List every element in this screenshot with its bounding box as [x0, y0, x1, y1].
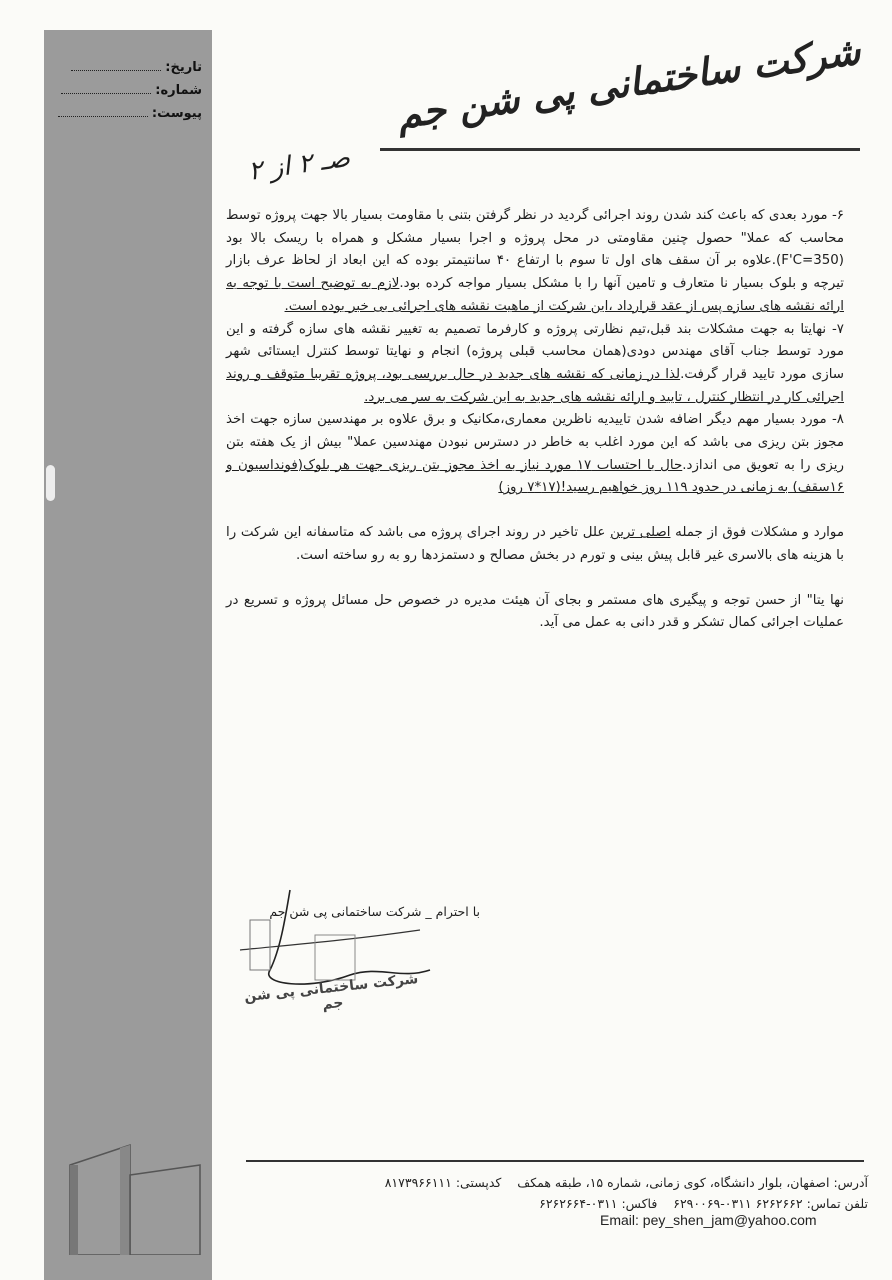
footer-divider — [246, 1160, 864, 1162]
footer-phone-row: تلفن تماس: ۶۲۶۲۶۶۲ ۰۳۱۱-۶۲۹۰۰۶۹ فاکس: ۰۳۱۱-۶۲۶۲۶۶۴ — [539, 1196, 868, 1211]
date-field: تاریخ: — [44, 56, 202, 79]
footer-address-row: آدرس: اصفهان، بلوار دانشگاه، کوی زمانی، شماره ۱۵، طبقه همکف کدپستی: ۸۱۷۳۹۶۶۱۱۱ — [384, 1175, 868, 1190]
company-logo — [394, 27, 863, 150]
binder-hole — [46, 465, 55, 501]
signature-text: با احترام _ شرکت ساختمانی پی شن جم — [269, 904, 480, 919]
paragraph-7: ۷- نهایتا به جهت مشکلات بند قبل،تیم نظارتی پروژه و کارفرما تصمیم به تغییر نقشه های سازه گرفته و این مورد توسط جناب آقای مهندس دودی(همان محاسب قبلی پروژه) انجام و نهایتا توسط کنترل ایستائی شهر سازی مورد تایید قرار گرفت.لذا در زمانی که نقشه های جدید در حال بررسی بود، پروژه تقریبا متوقف و روند اجرائی کار در انتظار کنترل ، تایید و ارائه نقشه های جدید به این شرکت به سر می برد. — [226, 321, 844, 405]
header-divider — [380, 148, 860, 151]
letter-body — [226, 205, 844, 635]
left-margin-strip — [44, 30, 212, 1280]
company-logo-text: شرکت ساختمانی پی شن جم — [394, 27, 863, 138]
building-graphic-icon — [60, 1135, 210, 1255]
footer-email[interactable]: Email: pey_shen_jam@yahoo.com — [600, 1212, 817, 1228]
company-stamp: شرکت ساختمانی پی شن جم — [243, 970, 420, 1014]
summary-paragraph: موارد و مشکلات فوق از جمله اصلی ترین علل تاخیر در روند اجرای پروژه می باشد که متاسفانه این شرکت را با هزینه های بالاسری غیر قابل پیش بینی و تورم در بخش مصالح و دستمزدها رو به رو ساخته است. — [226, 525, 844, 563]
footer — [238, 1172, 868, 1214]
header-fields — [44, 56, 202, 125]
closing-paragraph: نها یتا" از حسن توجه و پیگیری های مستمر و بجای آن هیئت مدیره در خصوص حل مسائل پروژه و تسریع در عملیات اجرائی کمال تشکر و قدر دانی به عمل می آید. — [226, 592, 844, 631]
paragraph-6: ۶- مورد بعدی که باعث کند شدن روند اجرائی گردید در نظر گرفتن بتنی با مقاومت بسیار بالا جهت پروژه توسط محاسب که عملا" حصول چنین مقاومتی در محل پروژه و اجرا بسیار مشکل و همراه با ریسک بالا بود (F'C=350).علاوه بر آن سقف های اول تا سوم با ارتفاع ۴۰ سانتیمتر بوده که این ابعاد از لحاظ عرف بازار تیرچه و بلوک بسیار نا متعارف و تامین آنها را با مشکل بسیار مواجه کرده بود.لازم به توضیح است با توجه به ارائه نقشه های سازه پس از عقد قرارداد ،این شرکت از ماهیت نقشه های اجرائی بی خبر بوده است. — [226, 208, 845, 314]
attachment-field: پیوست: — [44, 102, 202, 125]
number-field: شماره: — [44, 79, 202, 102]
page-number: صـ ۲ از ۲ — [246, 143, 352, 187]
paragraph-8: ۸- مورد بسیار مهم دیگر اضافه شدن تاییدیه ناظرین معماری،مکانیک و برق علاوه بر مهندسین سازه جهت اخذ مجوز بتن ریزی می باشد که این مورد اغلب به خاطر در دسترس نبودن مهندسین عملا" بیش از یک هفته بتن ریزی را به تعویق می اندازد.حال با احتساب ۱۷ مورد نیاز به اخذ مجوز بتن ریزی جهت هر بلوک(فونداسیون و ۱۶سقف) به زمانی در حدود ۱۱۹ روز خواهیم رسید!(۱۷*۷ روز) — [226, 412, 845, 496]
